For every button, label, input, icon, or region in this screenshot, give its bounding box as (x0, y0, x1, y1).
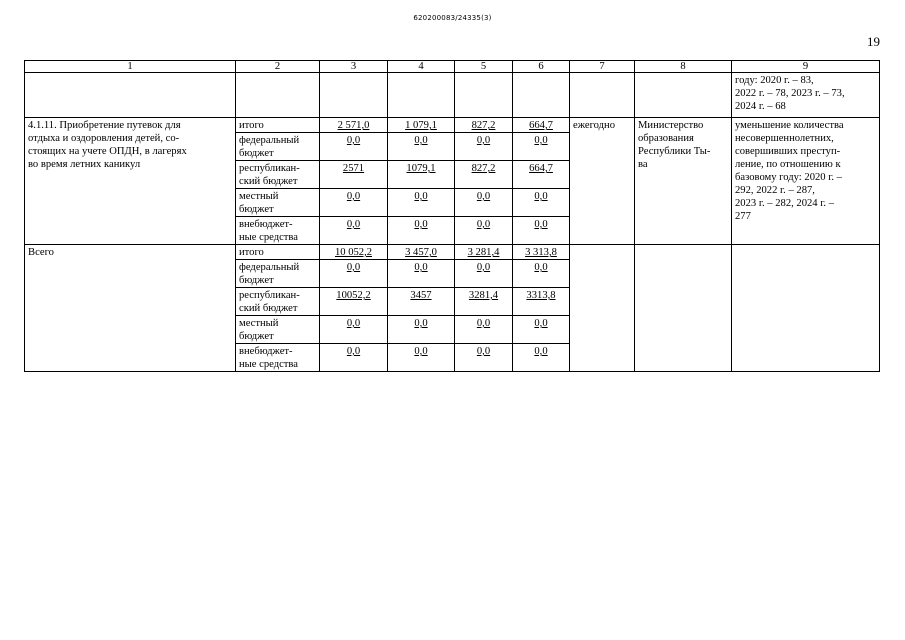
value-cell: 3281,4 (455, 288, 513, 316)
text-line: ский бюджет (239, 303, 298, 314)
value-cell: 0,0 (320, 217, 388, 245)
total-title: Всего (25, 245, 236, 372)
table-body (25, 61, 880, 372)
funding-source (236, 260, 320, 288)
table-cell (25, 73, 236, 118)
text-line: внебюджет- (239, 219, 293, 230)
table-row (25, 245, 880, 260)
item-period: ежегодно (570, 118, 635, 245)
column-header-row (25, 61, 880, 73)
text-line: местный (239, 191, 279, 202)
column-header: 7 (570, 61, 635, 73)
table-cell (570, 245, 635, 372)
text-line: местный (239, 318, 279, 329)
value-cell: 0,0 (320, 189, 388, 217)
document-id: 620200083/24335(3) (413, 14, 492, 22)
column-header: 3 (320, 61, 388, 73)
funding-source (236, 161, 320, 189)
value-cell: 0,0 (320, 344, 388, 372)
value-cell: 0,0 (388, 217, 455, 245)
value-cell: 0,0 (513, 316, 570, 344)
text-line: образования (638, 133, 694, 144)
table-cell (455, 73, 513, 118)
text-line: республикан- (239, 163, 300, 174)
continuation-row (25, 73, 880, 118)
text-line: федеральный (239, 262, 300, 273)
text-line: 292, 2022 г. – 287, (735, 185, 815, 196)
value-cell: 0,0 (320, 133, 388, 161)
value-cell: 664,7 (513, 118, 570, 133)
value-cell: 2 571,0 (320, 118, 388, 133)
table-cell (635, 245, 732, 372)
value-cell: 3 313,8 (513, 245, 570, 260)
value-cell: 3313,8 (513, 288, 570, 316)
text-line: стоящих на учете ОПДН, в лагерях (28, 146, 187, 157)
text-line: 277 (735, 211, 751, 222)
item-title (25, 118, 236, 245)
text-line: отдыха и оздоровления детей, со- (28, 133, 180, 144)
value-cell: 10052,2 (320, 288, 388, 316)
column-header: 5 (455, 61, 513, 73)
table-cell (570, 73, 635, 118)
value-cell: 3 281,4 (455, 245, 513, 260)
funding-source (236, 344, 320, 372)
text-line: республикан- (239, 290, 300, 301)
page-number: 19 (867, 34, 880, 49)
column-header: 6 (513, 61, 570, 73)
text-line: 2022 г. – 78, 2023 г. – 73, (735, 88, 845, 99)
value-cell: 0,0 (388, 316, 455, 344)
table-cell (635, 73, 732, 118)
column-header: 4 (388, 61, 455, 73)
value-cell: 827,2 (455, 161, 513, 189)
value-cell: 1079,1 (388, 161, 455, 189)
value-cell: 2571 (320, 161, 388, 189)
text-line: несовершеннолетних, (735, 133, 834, 144)
value-cell: 0,0 (455, 260, 513, 288)
continuation-result (732, 73, 880, 118)
value-cell: 0,0 (513, 217, 570, 245)
text-line: ление, по отношению к (735, 159, 841, 170)
text-line: уменьшение количества (735, 120, 844, 131)
text-line: внебюджет- (239, 346, 293, 357)
text-line: Министерство (638, 120, 704, 131)
value-cell: 0,0 (320, 316, 388, 344)
value-cell: 10 052,2 (320, 245, 388, 260)
value-cell: 0,0 (455, 217, 513, 245)
column-header: 1 (25, 61, 236, 73)
value-cell: 0,0 (513, 260, 570, 288)
value-cell: 0,0 (388, 344, 455, 372)
text-line: ные средства (239, 359, 298, 370)
text-line: бюджет (239, 148, 274, 159)
value-cell: 0,0 (388, 133, 455, 161)
value-cell: 664,7 (513, 161, 570, 189)
value-cell: 0,0 (388, 189, 455, 217)
value-cell: 0,0 (455, 316, 513, 344)
text-line: ва (638, 159, 648, 170)
funding-source (236, 316, 320, 344)
text-line: бюджет (239, 204, 274, 215)
column-header: 2 (236, 61, 320, 73)
value-cell: 3457 (388, 288, 455, 316)
value-cell: 0,0 (455, 189, 513, 217)
table-cell (320, 73, 388, 118)
column-header: 8 (635, 61, 732, 73)
text-line: совершивших преступ- (735, 146, 841, 157)
value-cell: 0,0 (455, 133, 513, 161)
text-line: Республики Ты- (638, 146, 711, 157)
value-cell: 0,0 (513, 133, 570, 161)
text-line: базовому году: 2020 г. – (735, 172, 842, 183)
table-cell (236, 73, 320, 118)
funding-source: итого (236, 245, 320, 260)
value-cell: 1 079,1 (388, 118, 455, 133)
value-cell: 0,0 (320, 260, 388, 288)
table-cell (513, 73, 570, 118)
funding-source (236, 189, 320, 217)
column-header: 9 (732, 61, 880, 73)
text-line: 2023 г. – 282, 2024 г. – (735, 198, 834, 209)
program-table (24, 60, 880, 372)
funding-source (236, 217, 320, 245)
text-line: году: 2020 г. – 83, (735, 75, 814, 86)
item-executor (635, 118, 732, 245)
text-line: ский бюджет (239, 176, 298, 187)
value-cell: 0,0 (455, 344, 513, 372)
value-cell: 0,0 (513, 344, 570, 372)
funding-source: итого (236, 118, 320, 133)
value-cell: 827,2 (455, 118, 513, 133)
text-line: ные средства (239, 232, 298, 243)
table-cell (732, 245, 880, 372)
funding-source (236, 288, 320, 316)
table-row (25, 118, 880, 133)
text-line: во время летних каникул (28, 159, 141, 170)
item-result (732, 118, 880, 245)
table-cell (388, 73, 455, 118)
text-line: федеральный (239, 135, 300, 146)
value-cell: 0,0 (388, 260, 455, 288)
text-line: бюджет (239, 275, 274, 286)
text-line: бюджет (239, 331, 274, 342)
funding-source (236, 133, 320, 161)
text-line: 2024 г. – 68 (735, 101, 786, 112)
value-cell: 0,0 (513, 189, 570, 217)
value-cell: 3 457,0 (388, 245, 455, 260)
text-line: 4.1.11. Приобретение путевок для (28, 120, 181, 131)
